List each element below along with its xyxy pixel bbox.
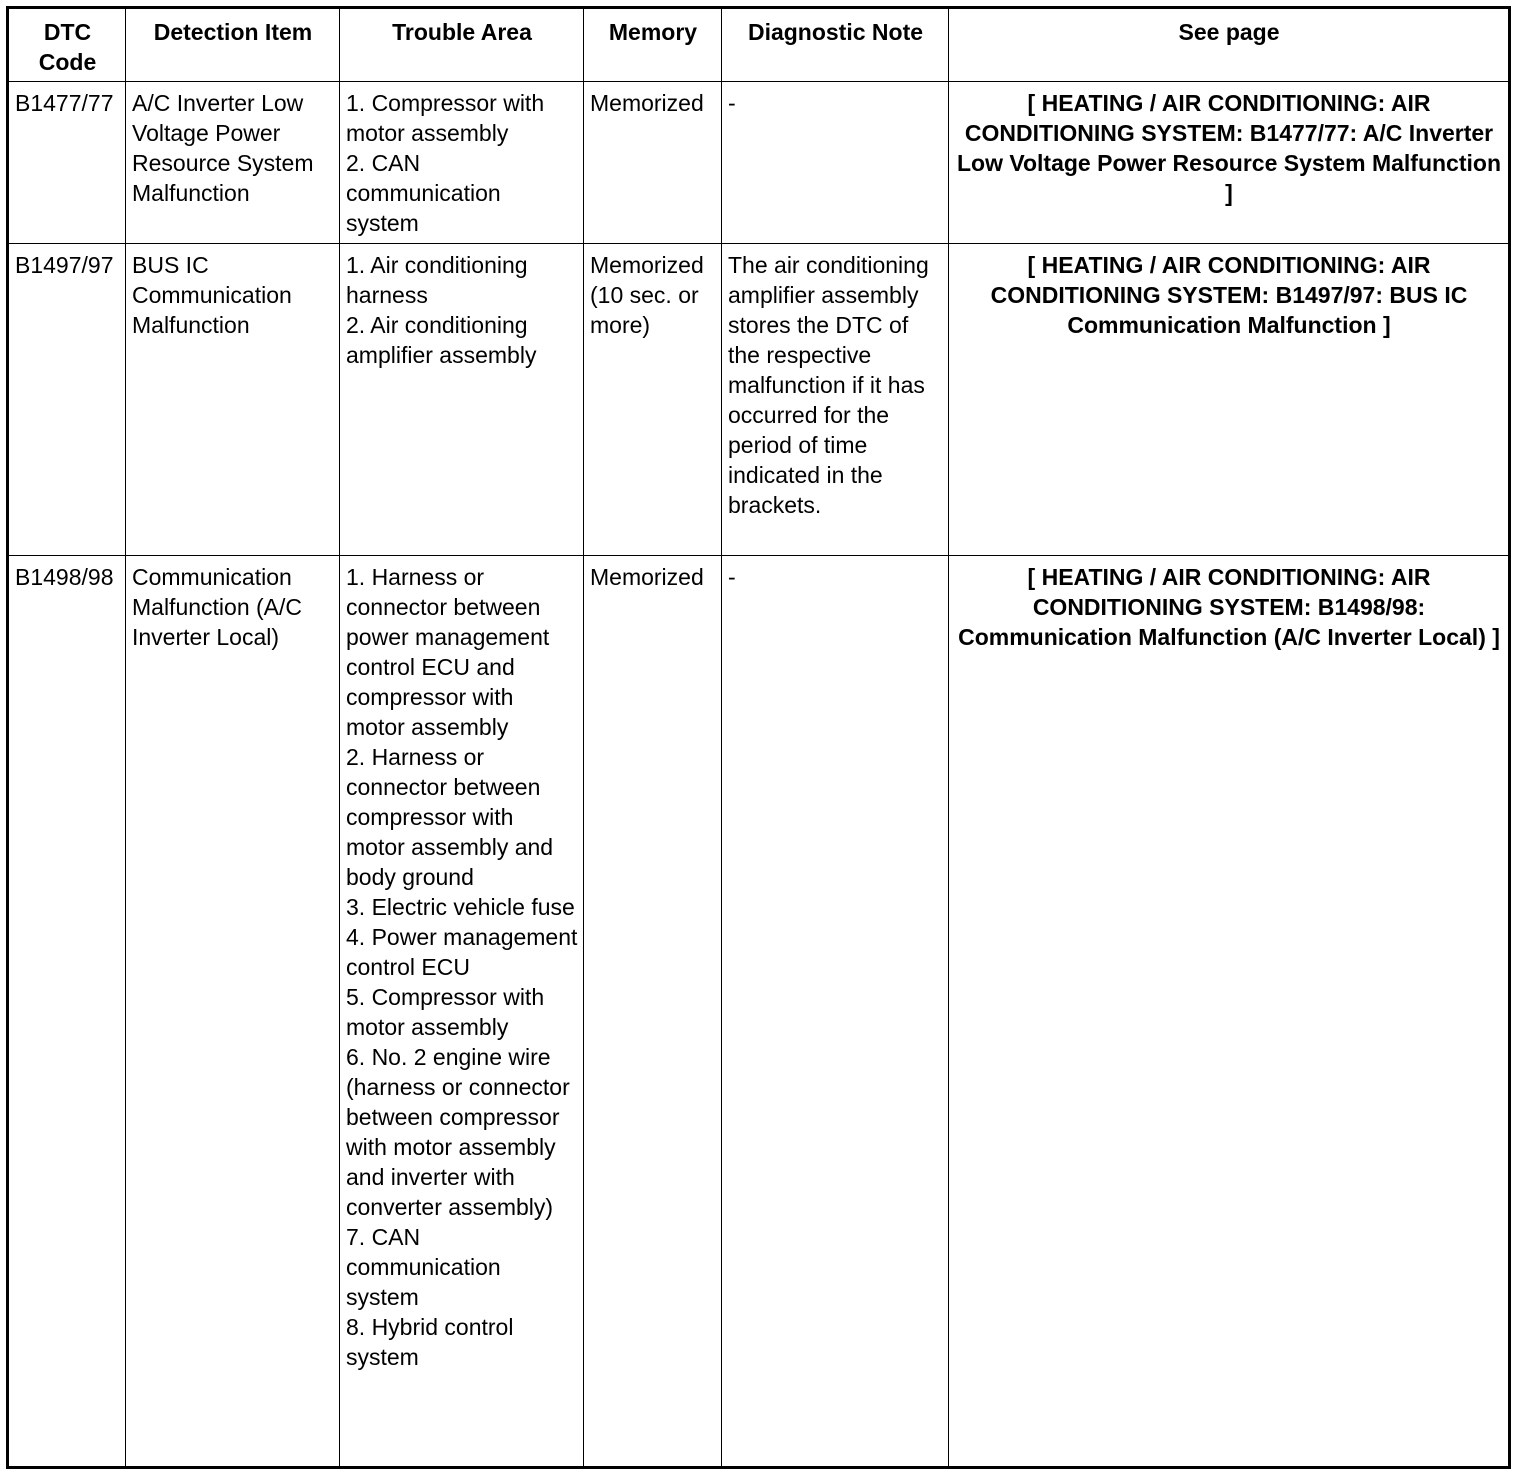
see-page-link[interactable]: [ HEATING / AIR CONDITIONING: AIR CONDITIONING SYSTEM: B1477/77: A/C Inverter Low Voltage Power Resource System Malfunction ] — [949, 82, 1510, 244]
detection-item-cell: Communication Malfunction (A/C Inverter Local) — [126, 556, 340, 1468]
diagnostic-note-cell: The air conditioning amplifier assembly stores the DTC of the respective malfunction if it has occurred for the period of time indicated in the brackets. — [722, 244, 949, 556]
trouble-area-item: 5. Compressor with motor assembly — [346, 984, 545, 1040]
dtc-code-cell: B1477/77 — [8, 82, 126, 244]
trouble-area-item: 2. CAN communication system — [346, 150, 501, 236]
trouble-area-item: 7. CAN communication system — [346, 1224, 501, 1310]
detection-item-cell: A/C Inverter Low Voltage Power Resource System Malfunction — [126, 82, 340, 244]
trouble-area-item: 1. Compressor with motor assembly — [346, 90, 545, 146]
diagnostic-note-cell: - — [722, 82, 949, 244]
detection-item-cell: BUS IC Communication Malfunction — [126, 244, 340, 556]
dtc-table — [6, 6, 1511, 1469]
header-memory: Memory — [584, 8, 722, 82]
memory-cell: Memorized — [584, 82, 722, 244]
trouble-area-item: 3. Electric vehicle fuse — [346, 894, 575, 920]
trouble-area-item: 8. Hybrid control system — [346, 1314, 514, 1370]
trouble-area-item: 4. Power management control ECU — [346, 924, 578, 980]
header-row — [8, 8, 1510, 82]
trouble-area-item: 1. Air conditioning harness — [346, 252, 528, 308]
header-see-page: See page — [949, 8, 1510, 82]
header-diagnostic-note: Diagnostic Note — [722, 8, 949, 82]
trouble-area-cell — [340, 556, 584, 1468]
table-row — [8, 556, 1510, 1468]
trouble-area-item: 1. Harness or connector between power management control ECU and compressor with motor assembly — [346, 564, 550, 740]
diagnostic-note-cell: - — [722, 556, 949, 1468]
table-row — [8, 244, 1510, 556]
trouble-area-item: 6. No. 2 engine wire (harness or connector between compressor with motor assembly and inverter with converter assembly) — [346, 1044, 570, 1220]
memory-cell: Memorized — [584, 556, 722, 1468]
trouble-area-item: 2. Harness or connector between compressor with motor assembly and body ground — [346, 744, 554, 890]
header-dtc-code: DTC Code — [8, 8, 126, 82]
table-row — [8, 82, 1510, 244]
memory-cell: Memorized (10 sec. or more) — [584, 244, 722, 556]
header-detection-item: Detection Item — [126, 8, 340, 82]
trouble-area-item: 2. Air conditioning amplifier assembly — [346, 312, 537, 368]
dtc-code-cell: B1498/98 — [8, 556, 126, 1468]
header-trouble-area: Trouble Area — [340, 8, 584, 82]
see-page-link[interactable]: [ HEATING / AIR CONDITIONING: AIR CONDITIONING SYSTEM: B1497/97: BUS IC Communication Malfunction ] — [949, 244, 1510, 556]
see-page-link[interactable]: [ HEATING / AIR CONDITIONING: AIR CONDITIONING SYSTEM: B1498/98: Communication Malfunction (A/C Inverter Local) ] — [949, 556, 1510, 1468]
trouble-area-cell — [340, 244, 584, 556]
dtc-code-cell: B1497/97 — [8, 244, 126, 556]
trouble-area-cell — [340, 82, 584, 244]
